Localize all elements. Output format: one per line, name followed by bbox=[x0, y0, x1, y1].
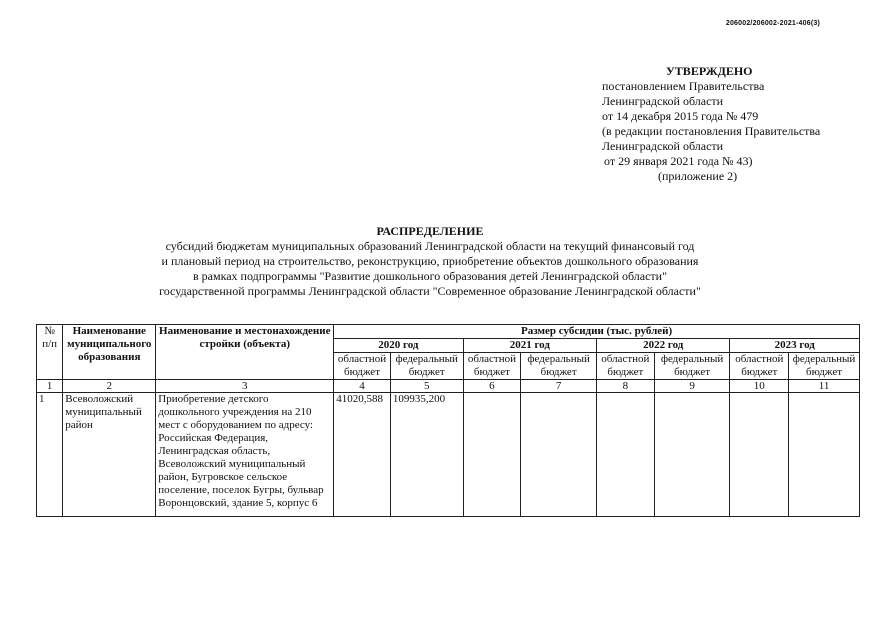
header-regional-budget: областной бюджет bbox=[597, 353, 655, 380]
header-year: 2021 год bbox=[463, 339, 596, 353]
header-municipality: Наименование муниципального образования bbox=[63, 325, 156, 380]
title-line: в рамках подпрограммы "Развитие дошкольного образования детей Ленинградской области" bbox=[193, 269, 667, 283]
approval-line: (приложение 2) bbox=[658, 169, 738, 183]
column-number: 1 bbox=[37, 380, 63, 393]
approval-line: Ленинградской области bbox=[602, 139, 724, 153]
column-number: 4 bbox=[334, 380, 391, 393]
row-municipality: Всеволожский муниципальный район bbox=[63, 393, 156, 517]
header-object: Наименование и местонахождение стройки (объекта) bbox=[156, 325, 334, 380]
row-value-2021-regional bbox=[463, 393, 521, 517]
row-value-2020-regional: 41020,588 bbox=[334, 393, 391, 517]
row-value-2022-regional bbox=[597, 393, 655, 517]
approval-heading: УТВЕРЖДЕНО bbox=[666, 64, 753, 78]
column-number: 3 bbox=[156, 380, 334, 393]
column-number: 8 bbox=[597, 380, 655, 393]
title-heading: РАСПРЕДЕЛЕНИЕ bbox=[376, 224, 484, 238]
approval-block bbox=[602, 64, 862, 184]
header-num: № п/п bbox=[37, 325, 63, 380]
row-value-2023-regional bbox=[730, 393, 789, 517]
header-federal-budget: федеральный бюджет bbox=[654, 353, 730, 380]
document-id: 206002/206002-2021-406(3) bbox=[725, 20, 820, 27]
row-value-2020-federal: 109935,200 bbox=[390, 393, 463, 517]
header-regional-budget: областной бюджет bbox=[730, 353, 789, 380]
header-year: 2020 год bbox=[334, 339, 463, 353]
column-number: 10 bbox=[730, 380, 789, 393]
header-regional-budget: областной бюджет bbox=[463, 353, 521, 380]
row-value-2021-federal bbox=[521, 393, 597, 517]
header-regional-budget: областной бюджет bbox=[334, 353, 391, 380]
title-line: государственной программы Ленинградской области "Современное образование Ленинградской области" bbox=[159, 284, 701, 298]
title-line: и плановый период на строительство, реконструкцию, приобретение объектов дошкольного образования bbox=[161, 254, 699, 268]
column-number: 2 bbox=[63, 380, 156, 393]
approval-line: от 29 января 2021 года № 43) bbox=[604, 154, 753, 168]
column-number-row bbox=[37, 380, 860, 393]
row-num: 1 bbox=[37, 393, 63, 517]
column-number: 11 bbox=[789, 380, 860, 393]
approval-line: (в редакции постановления Правительства bbox=[602, 124, 821, 138]
document-title bbox=[100, 224, 760, 299]
subsidy-table bbox=[36, 324, 860, 517]
row-value-2022-federal bbox=[654, 393, 730, 517]
header-federal-budget: федеральный бюджет bbox=[789, 353, 860, 380]
column-number: 7 bbox=[521, 380, 597, 393]
column-number: 6 bbox=[463, 380, 521, 393]
header-subsidy: Размер субсидии (тыс. рублей) bbox=[334, 325, 860, 339]
header-federal-budget: федеральный бюджет bbox=[390, 353, 463, 380]
header-row bbox=[37, 325, 860, 339]
row-value-2023-federal bbox=[789, 393, 860, 517]
row-object: Приобретение детского дошкольного учреждения на 210 мест с оборудованием по адресу: Российская Федерация, Ленинградская область, Всеволожский муниципальный район, Бугровское сельское поселение, поселок Бугры, бульвар Воронцовский, здание 5, корпус 6 bbox=[156, 393, 334, 517]
approval-line: постановлением Правительства bbox=[602, 79, 765, 93]
approval-line: от 14 декабря 2015 года № 479 bbox=[602, 109, 759, 123]
table-row bbox=[37, 393, 860, 517]
column-number: 5 bbox=[390, 380, 463, 393]
header-year: 2022 год bbox=[597, 339, 730, 353]
approval-line: Ленинградской области bbox=[602, 94, 724, 108]
header-federal-budget: федеральный бюджет bbox=[521, 353, 597, 380]
header-year: 2023 год bbox=[730, 339, 860, 353]
title-line: субсидий бюджетам муниципальных образований Ленинградской области на текущий финансовый год bbox=[165, 239, 695, 253]
column-number: 9 bbox=[654, 380, 730, 393]
